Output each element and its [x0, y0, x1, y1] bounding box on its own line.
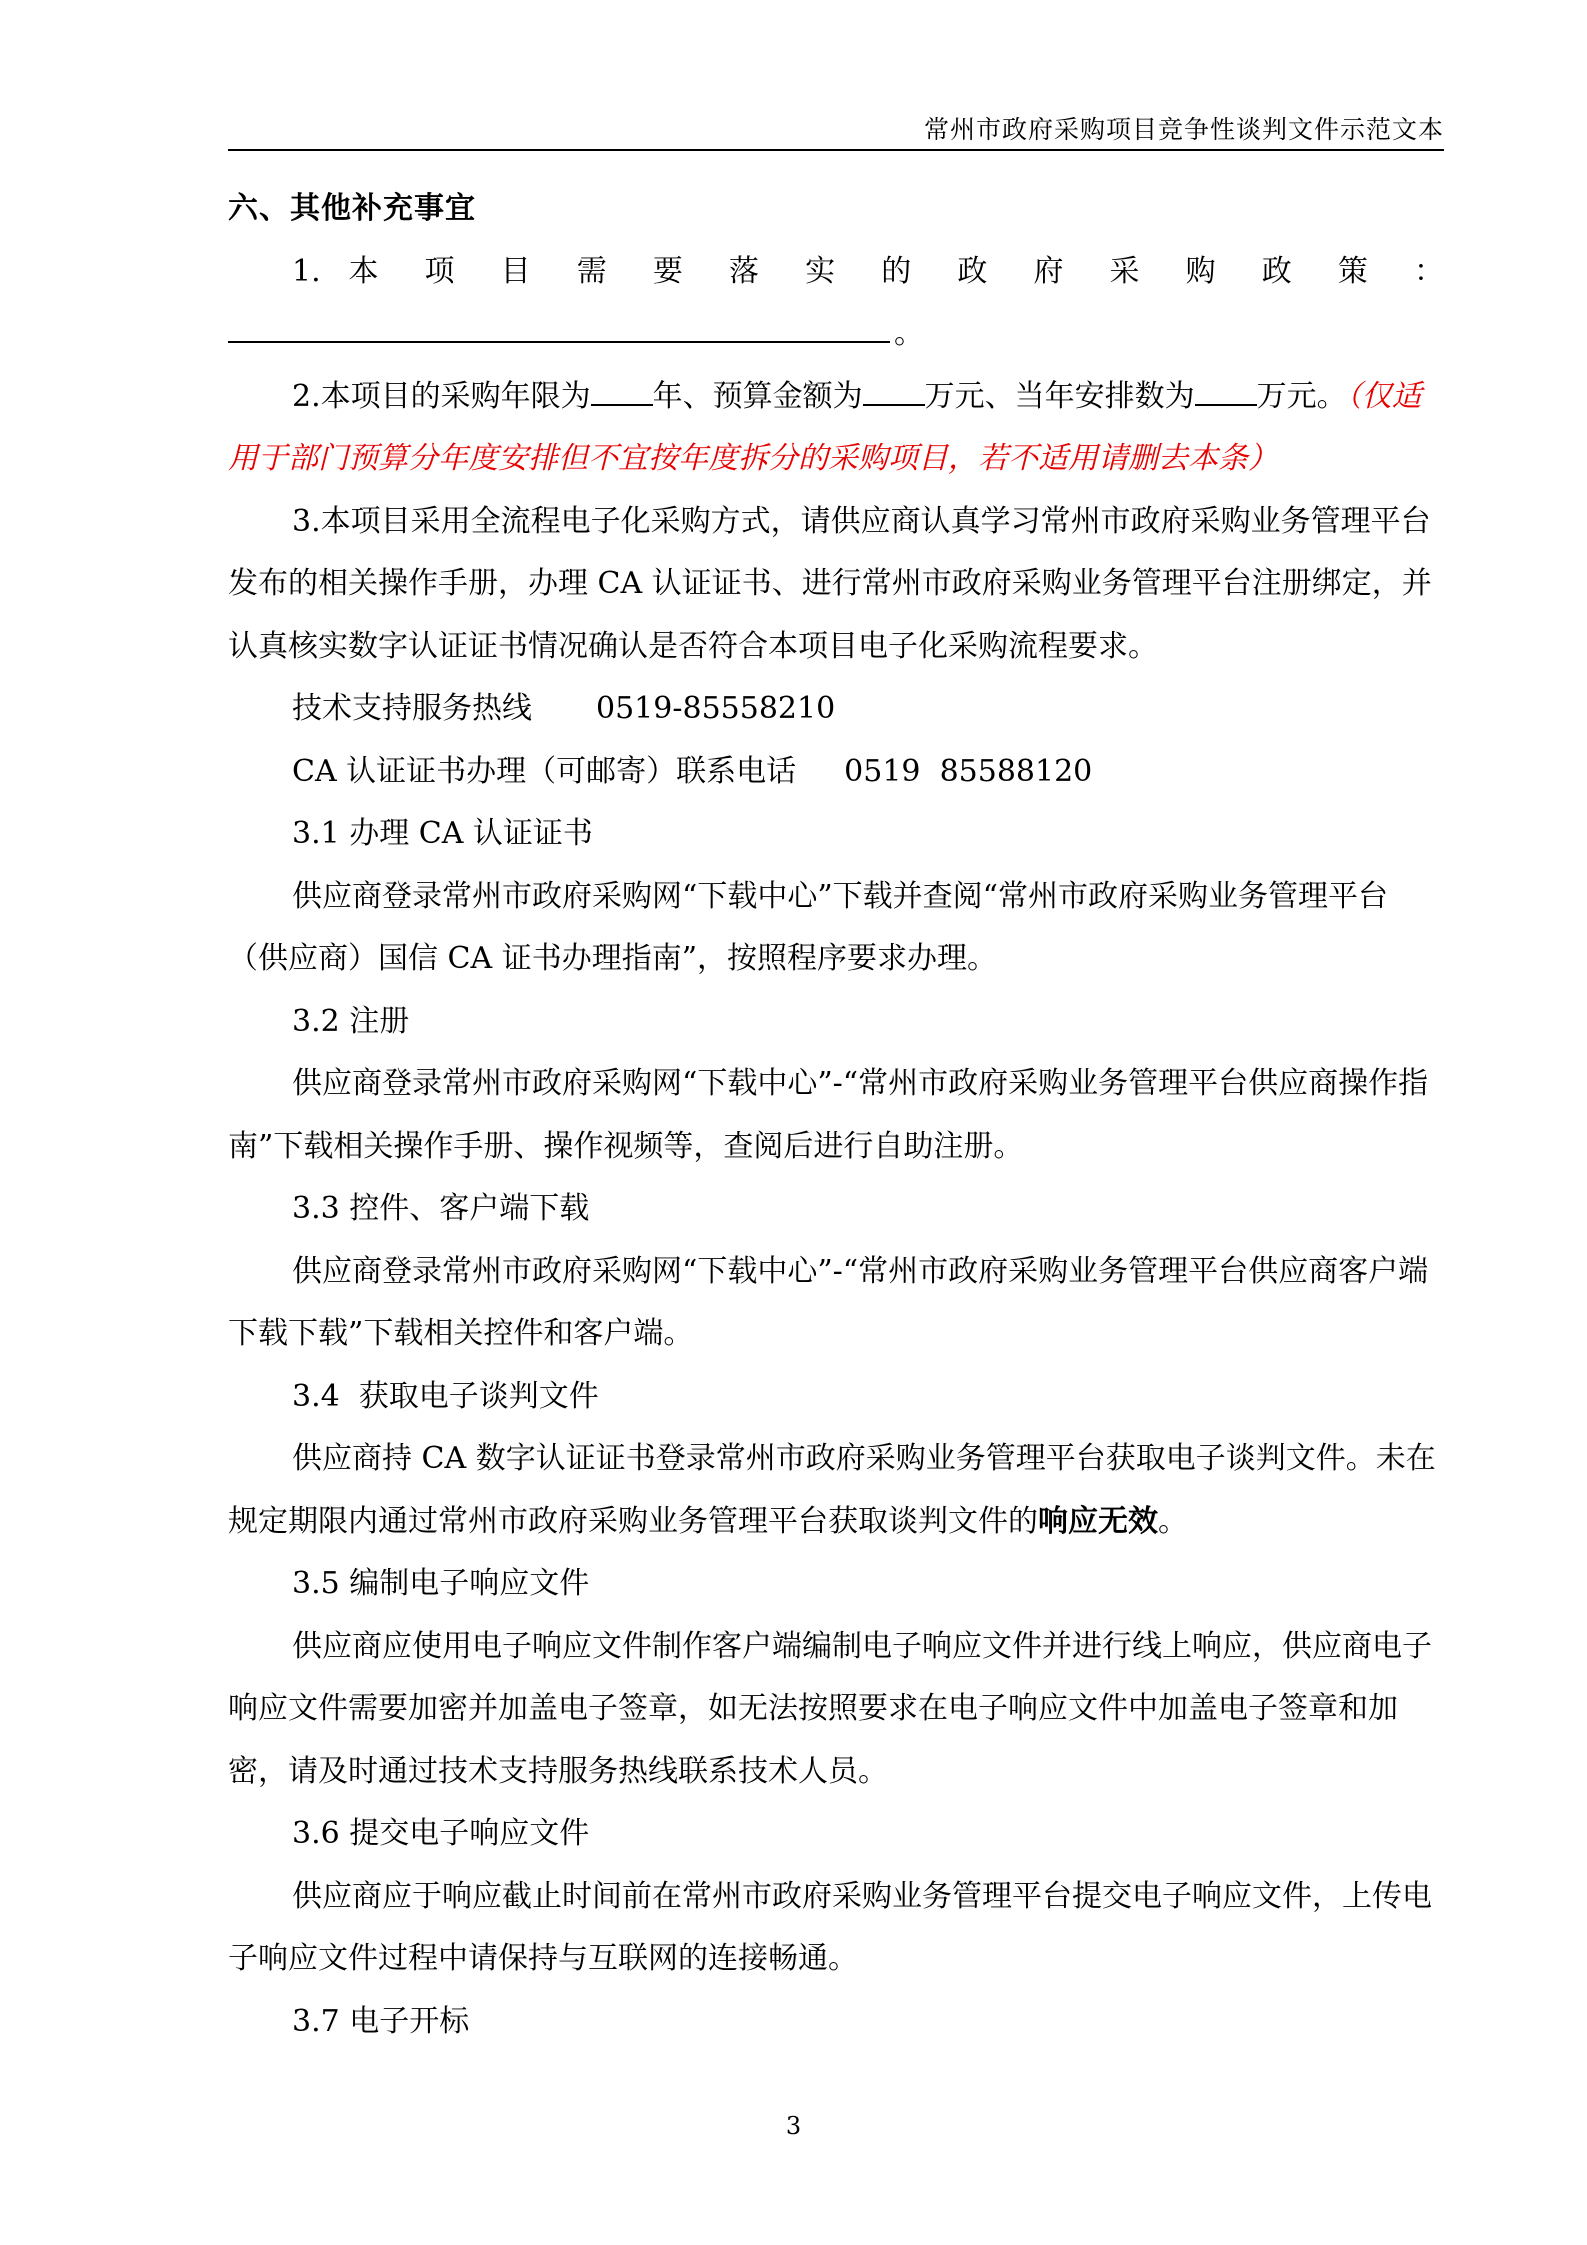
applicability-note: （仅适用于部门预算分年度安排但不宜按年度拆分的采购项目，若不适用请删去本条）	[228, 378, 1422, 476]
subsection-title: 3.6 提交电子响应文件	[292, 1816, 590, 1851]
years-blank	[591, 401, 653, 406]
e-procurement-item: 3.本项目采用全流程电子化采购方式，请供应商认真学习常州市政府采购业务管理平台发布的相关操作手册，办理 CA 认证证书、进行常州市政府采购业务管理平台注册绑定，并认真核实数字认证证书情况确认是否符合本项目电子化采购流程要求。	[228, 503, 1432, 664]
hotline-label: 技术支持服务热线	[292, 691, 532, 726]
page-number: 3	[785, 2112, 802, 2140]
subsection-body: 供应商登录常州市政府采购网“下载中心”下载并查阅“常州市政府采购业务管理平台（供应商）国信 CA 证书办理指南”，按照程序要求办理。	[228, 878, 1389, 976]
subsection-title: 3.4 获取电子谈判文件	[292, 1378, 599, 1414]
ca-contact-number: 0519 85588120	[844, 753, 1093, 789]
hotline-number: 0519-85558210	[596, 691, 836, 726]
running-header: 常州市政府采购项目竞争性谈判文件示范文本	[923, 115, 1444, 144]
subsection-title: 3.2 注册	[292, 1003, 410, 1039]
subsection-body: 供应商登录常州市政府采购网“下载中心”-“常州市政府采购业务管理平台供应商客户端下载下载”下载相关控件和客户端。	[228, 1253, 1429, 1351]
policy-end: 。	[894, 316, 924, 351]
budget-text-annual: 万元、当年安排数为	[924, 378, 1195, 414]
subsection-body	[228, 1428, 1444, 1553]
budget-item	[228, 366, 1444, 491]
policy-blank	[228, 338, 890, 343]
hotline-row	[228, 678, 1444, 741]
budget-text-end: 万元。	[1256, 378, 1347, 414]
subsection-title: 3.5 编制电子响应文件	[292, 1566, 590, 1601]
header-divider	[228, 149, 1444, 151]
subsection-title: 3.1 办理 CA 认证证书	[292, 816, 593, 851]
amount-blank	[863, 401, 925, 406]
s34-body-text: 供应商持 CA 数字认证证书登录常州市政府采购业务管理平台获取电子谈判文件。未在规定期限内通过常州市政府采购业务管理平台获取谈判文件的	[228, 1441, 1436, 1539]
s34-body-end: 。	[1158, 1503, 1188, 1539]
section-heading: 六、其他补充事宜	[228, 191, 476, 226]
ca-contact-row	[228, 741, 1444, 804]
subsection-body: 供应商应于响应截止时间前在常州市政府采购业务管理平台提交电子响应文件，上传电子响应文件过程中请保持与互联网的连接畅通。	[228, 1878, 1432, 1976]
subsection-body: 供应商应使用电子响应文件制作客户端编制电子响应文件并进行线上响应，供应商电子响应文件需要加密并加盖电子签章，如无法按照要求在电子响应文件中加盖电子签章和加密，请及时通过技术支持服务热线联系技术人员。	[228, 1628, 1432, 1789]
budget-text-amount: 年、预算金额为	[652, 378, 863, 414]
subsection-title: 3.3 控件、客户端下载	[292, 1191, 590, 1226]
subsection-body: 供应商登录常州市政府采购网“下载中心”-“常州市政府采购业务管理平台供应商操作指南”下载相关操作手册、操作视频等，查阅后进行自助注册。	[228, 1066, 1429, 1164]
policy-fill-line	[228, 303, 1444, 366]
annual-blank	[1195, 401, 1257, 406]
subsection-title: 3.7 电子开标	[292, 2003, 470, 2039]
document-body	[228, 178, 1444, 2053]
policy-item: 1. 本 项 目 需 要 落 实 的 政 府 采 购 政 策 ：	[292, 253, 1444, 289]
response-invalid-emphasis: 响应无效	[1038, 1503, 1158, 1539]
budget-text-years: 2.本项目的采购年限为	[292, 378, 591, 414]
ca-contact-label: CA 认证证书办理（可邮寄）联系电话	[292, 753, 797, 789]
